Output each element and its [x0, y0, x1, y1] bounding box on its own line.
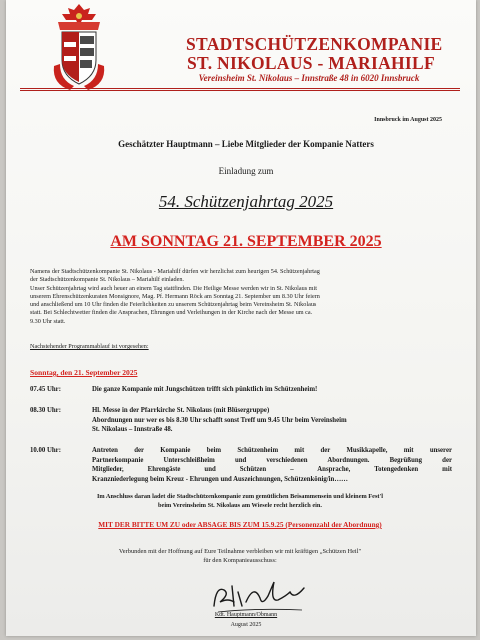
program-description — [92, 446, 452, 484]
program-day: Sonntag, den 21. September 2025 — [30, 368, 138, 377]
intro-line: statt. Bei Schlechtwetter finden die Ansprachen, Ehrungen und Verleihungen in der Kirche nach der Messe um ca. — [30, 309, 313, 317]
intro-line: und anschließend um 10 Uhr finden die Feierlichkeiten zu unserem Schützenjahrtag beim Vereinsheim St. Nikolaus — [30, 301, 317, 309]
coat-of-arms-icon — [50, 2, 108, 94]
closing-text — [30, 547, 450, 566]
program-line: Kranzniederlegung beim Kreuz - Ehrungen und Auszeichnungen, Schützenkönig/in…… — [92, 475, 348, 483]
intro-line: Namens der Stadtschützenkompanie St. Nikolaus - Mariahilf dürfen wir herzlichst zum heurigen 54. Schützenjahrtag — [30, 268, 320, 275]
program-line: Mitglieder, Ehrengäste und Schützen – Ansprache, Totengedenken mit — [92, 466, 452, 474]
organization-subtitle: ST. NIKOLAUS - MARIAHILF — [186, 53, 435, 73]
after-line: Im Anschluss daran ladet die Stadtschützenkompanie zum gemütlichen Beisammensein und kleinem Fest'l — [96, 493, 383, 500]
letter-page — [6, 0, 476, 636]
after-event-note — [30, 493, 450, 510]
signature-date: August 2025 — [230, 622, 262, 628]
event-title: 54. Schützenjahrtag 2025 — [158, 192, 334, 211]
salutation: Geschätzter Hauptmann – Liebe Mitglieder der Kompanie Natters — [118, 139, 374, 149]
letter-date: Innsbruck im August 2025 — [374, 117, 442, 123]
eagle-crest — [58, 4, 100, 30]
organization-address: Vereinsheim St. Nikolaus – Innstraße 48 in 6020 Innsbruck — [198, 73, 420, 83]
program-line: Die ganze Kompanie mit Jungschützen trifft sich pünktlich im Schützenheim! — [92, 386, 318, 393]
program-line: Antreten der Kompanie beim Schützenheim mit der Musikkapelle, mit unserer — [92, 447, 452, 454]
intro-line: Unser Schützenjahrtag wird auch heuer an einem Tag stattfinden. Die Heilige Messe werden wir in St. Nikolaus mit — [30, 284, 317, 292]
signatory-title: Kdt. Hauptmann/Obmann — [214, 612, 278, 618]
event-date: AM SONNTAG 21. SEPTEMBER 2025 — [110, 233, 382, 250]
program-time: 07.45 Uhr: — [30, 386, 61, 393]
program-intro: Nachstehender Programmablauf ist vorgesehen: — [30, 343, 149, 350]
program-description — [92, 385, 452, 395]
intro-line: der Stadtschützenkompanie St. Nikolaus – Mariahilf einladen. — [30, 276, 184, 284]
program-line: St. Nikolaus – Innstraße 48. — [92, 426, 173, 434]
program-time: 08.30 Uhr: — [30, 407, 61, 414]
closing-line: für den Kompanieausschuss: — [203, 557, 277, 565]
shield — [62, 32, 96, 84]
program-time: 10.00 Uhr: — [30, 447, 61, 454]
intro-line: unserem Ehrenschützenkuraten Monsignore, Mag. Pf. Hermann Röck am Sonntag 21. September um 8.30 Uhr feiern — [30, 292, 320, 300]
intro-line: 9.30 Uhr statt. — [30, 317, 66, 325]
organization-name: STADTSCHÜTZENKOMPANIE — [186, 34, 443, 54]
after-line: beim Vereinsheim St. Nikolaus am Wiesele recht herzlich ein. — [158, 501, 322, 509]
program-line: Abordnungen nur wer es bis 8.30 Uhr schafft sonst Treff um 9.45 Uhr beim Vereinsheim — [92, 416, 347, 424]
invitation-line: Einladung zum — [218, 166, 274, 176]
program-description — [92, 406, 452, 435]
header-divider — [20, 88, 460, 89]
program-line: Hl. Messe in der Pfarrkirche St. Nikolaus (mit Blüsergruppe) — [92, 407, 270, 414]
header-divider-second — [20, 90, 460, 91]
closing-line: Verbunden mit der Hoffnung auf Eure Teilnahme verbleiben wir mit kräftigen „Schützen Heil" — [118, 548, 362, 555]
program-line: Partnerkompanie Unterschleißheim und verschiedenen Abordnungen. Begrüßung der — [92, 456, 452, 464]
intro-paragraph — [30, 268, 450, 326]
rsvp-request: MIT DER BITTE UM ZU oder ABSAGE BIS ZUM 15.9.25 (Personenzahl der Abordnung) — [98, 520, 382, 529]
